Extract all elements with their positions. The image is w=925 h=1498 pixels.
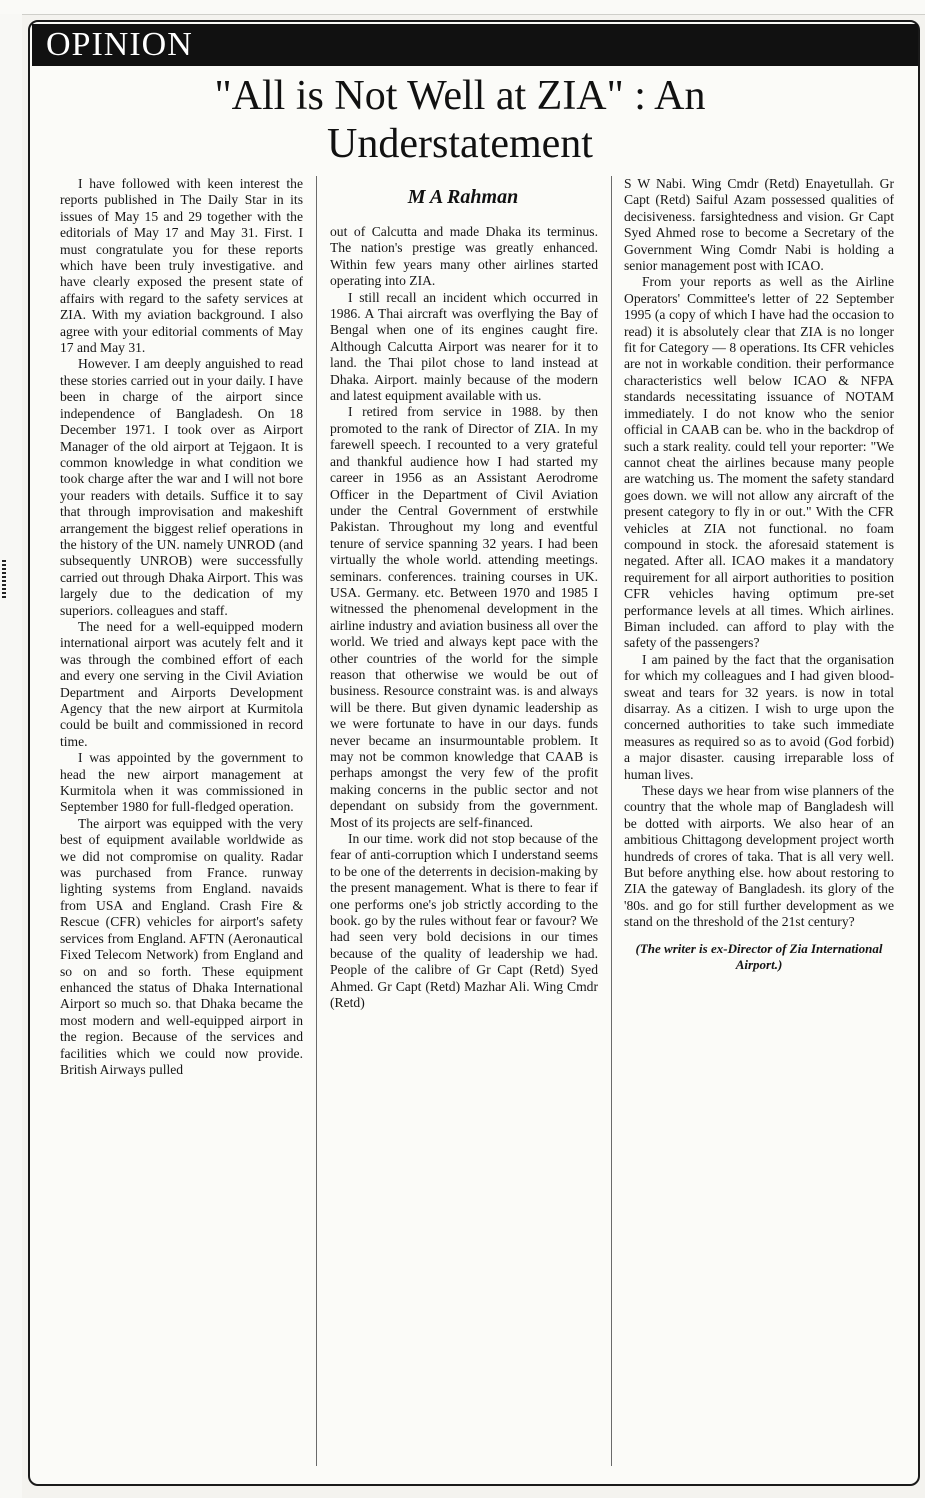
paragraph: These days we hear from wise planners of the country that the whole map of Bangladesh will be dotted with airports. We also hear of an ambitious Chittagong development project worth hundreds of crores of taka. That is all very well. But before anything else. how about restoring to ZIA the gateway of Bangladesh. its glory of the '80s. and go for still further development as we stand on the threshold of the 21st century? (624, 783, 894, 930)
scan-edge-mark (2, 560, 6, 600)
paragraph: I still recall an incident which occurred in 1986. A Thai aircraft was overflying the Bay of Bengal when one of its engines caught fire. Although Calcutta Airport was nearer for it to land. the Thai pilot chose to land instead at Dhaka. Airport. mainly because of the modern and latest equipment available with us. (330, 289, 598, 404)
headline: "All is Not Well at ZIA" : An Understatement (214, 73, 706, 167)
paragraph: However. I am deeply anguished to read these stories carried out in your daily. I have been in charge of the airport since independence of Bangladesh. On 18 December 1971. I took over as Airport Manager of the old airport at Tejgaon. It is common knowledge in what condition we took charge after the war and I will not bore your readers with details. Suffice it to say that through improvisation and makeshift arrangement the biggest relief operations in the history of the UN. namely UNROD (and subsequently UNROB) were successfully carried out through Dhaka Airport. This was largely due to the dedication of my superiors. colleagues and staff. (60, 356, 303, 618)
paragraph: out of Calcutta and made Dhaka its terminus. The nation's prestige was greatly enhanced. Within few years many other airlines started operating into ZIA. (330, 224, 598, 289)
paragraph: The need for a well-equipped modern international airport was acutely felt and it was through the combined effort of each and every one serving in the Civil Aviation Department and Airports Development Agency that the new airport at Kurmitola could be built and commissioned in record time. (60, 618, 303, 749)
paragraph: I have followed with keen interest the reports published in The Daily Star in its issues of May 15 and 29 together with the editorials of May 17 and May 31. First. I must congratulate you for these reports which have been truly investigative. and have clearly exposed the present state of affairs with regard to the safety services at ZIA. With my aviation background. I also agree with your editorial comments of May 17 and May 31. (60, 176, 303, 356)
paragraph: From your reports as well as the Airline Operators' Committee's letter of 22 September 1995 (a copy of which I have had the occasion to read) it is absolutely clear that ZIA is no longer fit for Category — 8 operations. Its CFR vehicles are not in workable condition. their performance characteristics well below ICAO & NFPA standards necessitating issuance of NOTAM immediately. I do not know who the senior official in CAAB can be. who in the backdrop of such a stark reality. could tell your reporter: "We cannot cheat the airlines because many people are watching us. The moment the safety standard goes down. we will not allow any aircraft of the present category to fly in or out." With the CFR vehicles at ZIA not functional. no foam compound in stock. the aforesaid statement is negated. After all. ICAO makes it a mandatory requirement for all airport authorities to position CFR vehicles having optimum pre-set performance levels at all times. Which airlines. Biman included. can afford to play with the safety of the passengers? (624, 274, 894, 651)
writer-note: (The writer is ex-Director of Zia International Airport.) (635, 940, 883, 972)
top-margin-strip (0, 0, 925, 15)
article-column-1 (60, 176, 303, 1466)
byline: M A Rahman (407, 186, 519, 208)
paragraph: I was appointed by the government to head the new airport management at Kurmitola when it was commissioned in September 1980 for full-fledged operation. (60, 750, 303, 815)
section-banner (32, 24, 918, 66)
paragraph: In our time. work did not stop because of the fear of anti-corruption which I understand seems to be one of the deterrents in decision-making by the present management. What is there to fear if one performs one's job strictly according to the book. go by the rules without fear or favour? We had seen very bold decisions in our times because of the quality of leadership we had. People of the calibre of Gr Capt (Retd) Syed Ahmed. Gr Capt (Retd) Mazhar Ali. Wing Cmdr (Retd) (330, 831, 598, 1011)
article-column-3 (624, 176, 894, 1466)
paragraph: I am pained by the fact that the organisation for which my colleagues and I had given blood-sweat and tears for 32 years. is now in total disarray. As a citizen. I wish to urge upon the concerned authorities to take such immediate measures as required so as to avoid (God forbid) a major disaster. causing irreparable loss of human lives. (624, 651, 894, 782)
column-rule (611, 176, 612, 1466)
left-margin-strip (0, 14, 22, 1498)
section-label: OPINION (46, 26, 193, 63)
paragraph: The airport was equipped with the very best of equipment available worldwide as we did not compromise on quality. Radar was purchased from France. runway lighting systems from England. navaids from USA and England. Crash Fire & Rescue (CFR) vehicles for airport's safety services from England. AFTN (Aeronautical Fixed Telecom Network) from England and so on and so forth. These equipment enhanced the status of Dhaka International Airport so much so. that Dhaka became the most modern and well-equipped airport in the region. Because of the services and facilities which we could now provide. British Airways pulled (60, 815, 303, 1077)
column-rule (316, 176, 317, 1466)
article-column-2 (330, 224, 598, 1466)
paragraph: I retired from service in 1988. by then promoted to the rank of Director of ZIA. In my farewell speech. I recounted to a very grateful and thankful audience how I had started my career in 1956 as an Assistant Aerodrome Officer in the Department of Civil Aviation under the Central Government of erstwhile Pakistan. Throughout my long and eventful tenure of service spanning 32 years. I had been virtually the whole world. attending meetings. seminars. conferences. training courses in UK. USA. Germany. etc. Between 1970 and 1985 I witnessed the phenomenal development in the airline industry and aviation business all over the world. We tried and always kept pace with the other countries of the world for the simple reason that otherwise we would be out of business. Resource constraint was. is and always will be there. But given dynamic leadership as we were fortunate to have in our days. funds never became an insurmountable problem. It may not be common knowledge that CAAB is perhaps amongst the very few of the profit making concerns in the public sector and not dependant on subsidy from the government. Most of its projects are self-financed. (330, 404, 598, 830)
paragraph: S W Nabi. Wing Cmdr (Retd) Enayetullah. Gr Capt (Retd) Saiful Azam possessed qualities of decisiveness. farsightedness and vision. Gr Capt Syed Ahmed rose to become a Secretary of the Government Wing Comdr Nabi is holding a senior management post with ICAO. (624, 176, 894, 274)
